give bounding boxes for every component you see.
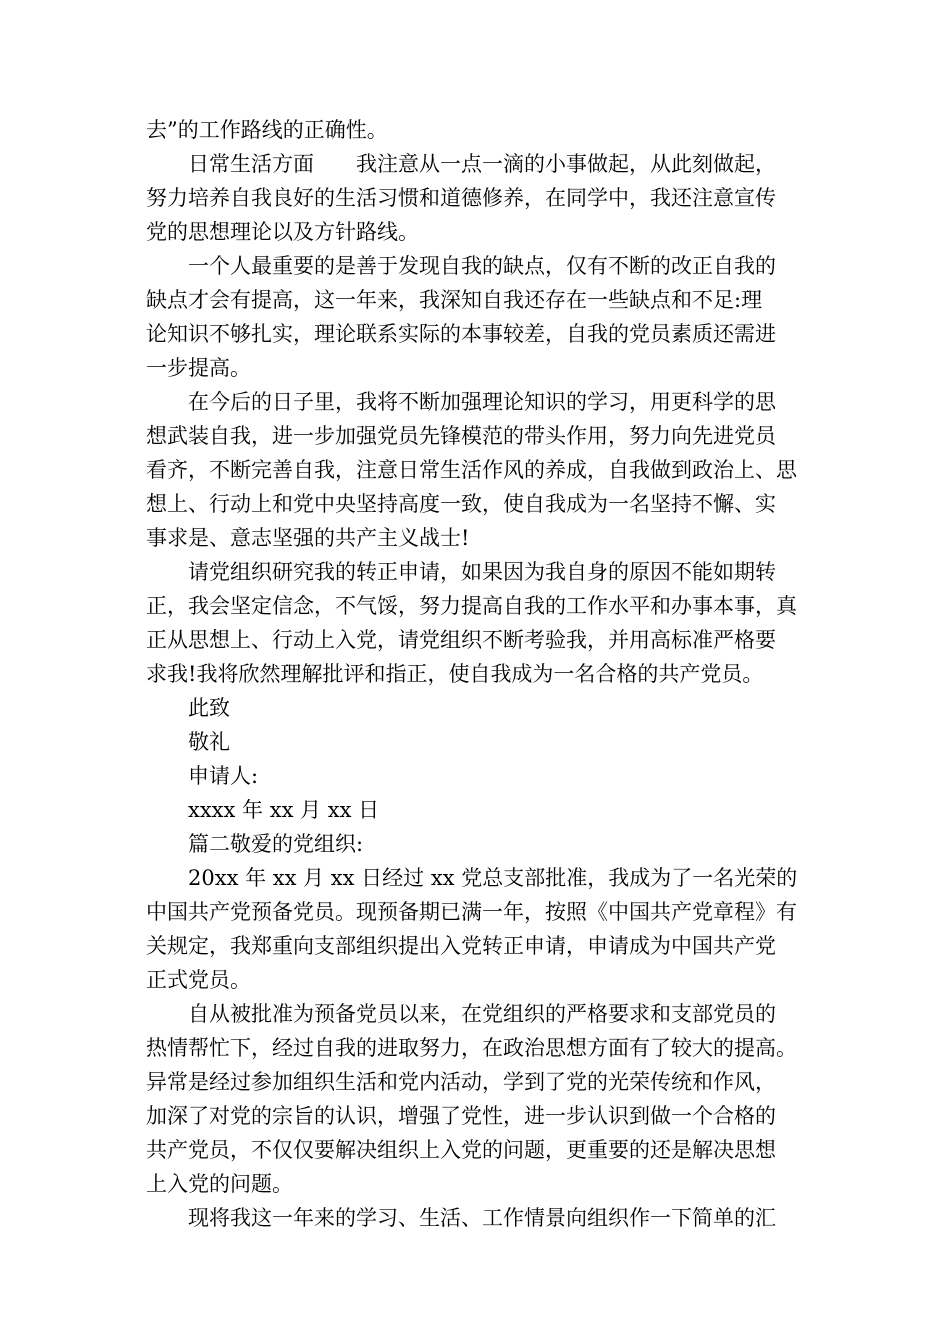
- text-line: 努力培养自我良好的生活习惯和道德修养，在同学中，我还注意宣传: [146, 186, 776, 210]
- text-line: 党的思想理论以及方针路线。: [146, 220, 419, 244]
- paragraph-report: [146, 1201, 816, 1235]
- applicant-label: [146, 759, 816, 793]
- text-line: 自从被批准为预备党员以来，在党组织的严格要求和支部党员的: [188, 1002, 776, 1026]
- text-line: 一个人最重要的是善于发现自我的缺点，仅有不断的改正自我的: [188, 254, 776, 278]
- paragraph-shortcomings: [146, 249, 816, 385]
- text-line: 现将我这一年来的学习、生活、工作情景向组织作一下简单的汇: [188, 1206, 776, 1230]
- paragraph-continuation: [146, 113, 816, 147]
- text-line: 看齐，不断完善自我，注意日常生活作风的养成，自我做到政治上、思: [146, 458, 797, 482]
- text-line: 求我!我将欣然理解批评和指正，使自我成为一名合格的共产党员。: [146, 662, 764, 686]
- text-line: 事求是、意志坚强的共产主义战士!: [146, 526, 470, 550]
- text-line: 在今后的日子里，我将不断加强理论知识的学习，用更科学的思: [188, 390, 776, 414]
- text-line: xxxx 年 xx 月 xx 日: [188, 798, 380, 822]
- text-line: 论知识不够扎实，理论联系实际的本事较差，自我的党员素质还需进: [146, 322, 776, 346]
- paragraph-daily-life: [146, 147, 816, 249]
- document-body: [146, 113, 816, 1235]
- text-line: 日常生活方面 我注意从一点一滴的小事做起，从此刻做起，: [188, 152, 776, 176]
- text-line: 想上、行动上和党中央坚持高度一致，使自我成为一名坚持不懈、实: [146, 492, 776, 516]
- text-line: 申请人:: [188, 764, 259, 788]
- text-line: 去”的工作路线的正确性。: [146, 118, 388, 142]
- text-line: 异常是经过参加组织生活和党内活动，学到了党的光荣传统和作风，: [146, 1070, 776, 1094]
- paragraph-request: [146, 555, 816, 691]
- text-line: 想武装自我，进一步加强党员先锋模范的带头作用，努力向先进党员: [146, 424, 776, 448]
- text-line: 请党组织研究我的转正申请，如果因为我自身的原因不能如期转: [188, 560, 776, 584]
- text-line: 一步提高。: [146, 356, 251, 380]
- text-line: 20xx 年 xx 月 xx 日经过 xx 党总支部批准，我成为了一名光荣的: [188, 866, 798, 890]
- text-line: 缺点才会有提高，这一年来，我深知自我还存在一些缺点和不足:理: [146, 288, 763, 312]
- text-line: 正式党员。: [146, 968, 251, 992]
- text-line: 正，我会坚定信念，不气馁，努力提高自我的工作水平和办事本事，真: [146, 594, 797, 618]
- closing-jingli: [146, 725, 816, 759]
- paragraph-future: [146, 385, 816, 555]
- text-line: 热情帮忙下，经过自我的进取努力，在政治思想方面有了较大的提高。: [146, 1036, 797, 1060]
- signature-date: [146, 793, 816, 827]
- text-line: 敬礼: [188, 730, 230, 754]
- text-line: 共产党员，不仅仅要解决组织上入党的问题，更重要的还是解决思想: [146, 1138, 776, 1162]
- text-line: 中国共产党预备党员。现预备期已满一年，按照《中国共产党章程》有: [146, 900, 797, 924]
- part-two-heading: [146, 827, 816, 861]
- text-line: 上入党的问题。: [146, 1172, 293, 1196]
- text-line: 正从思想上、行动上入党，请党组织不断考验我，并用高标准严格要: [146, 628, 776, 652]
- paragraph-approved: [146, 861, 816, 997]
- text-line: 加深了对党的宗旨的认识，增强了党性，进一步认识到做一个合格的: [146, 1104, 776, 1128]
- paragraph-since: [146, 997, 816, 1201]
- closing-cizhi: [146, 691, 816, 725]
- text-line: 此致: [188, 696, 230, 720]
- text-line: 关规定，我郑重向支部组织提出入党转正申请，申请成为中国共产党: [146, 934, 776, 958]
- text-line: 篇二敬爱的党组织:: [188, 832, 364, 856]
